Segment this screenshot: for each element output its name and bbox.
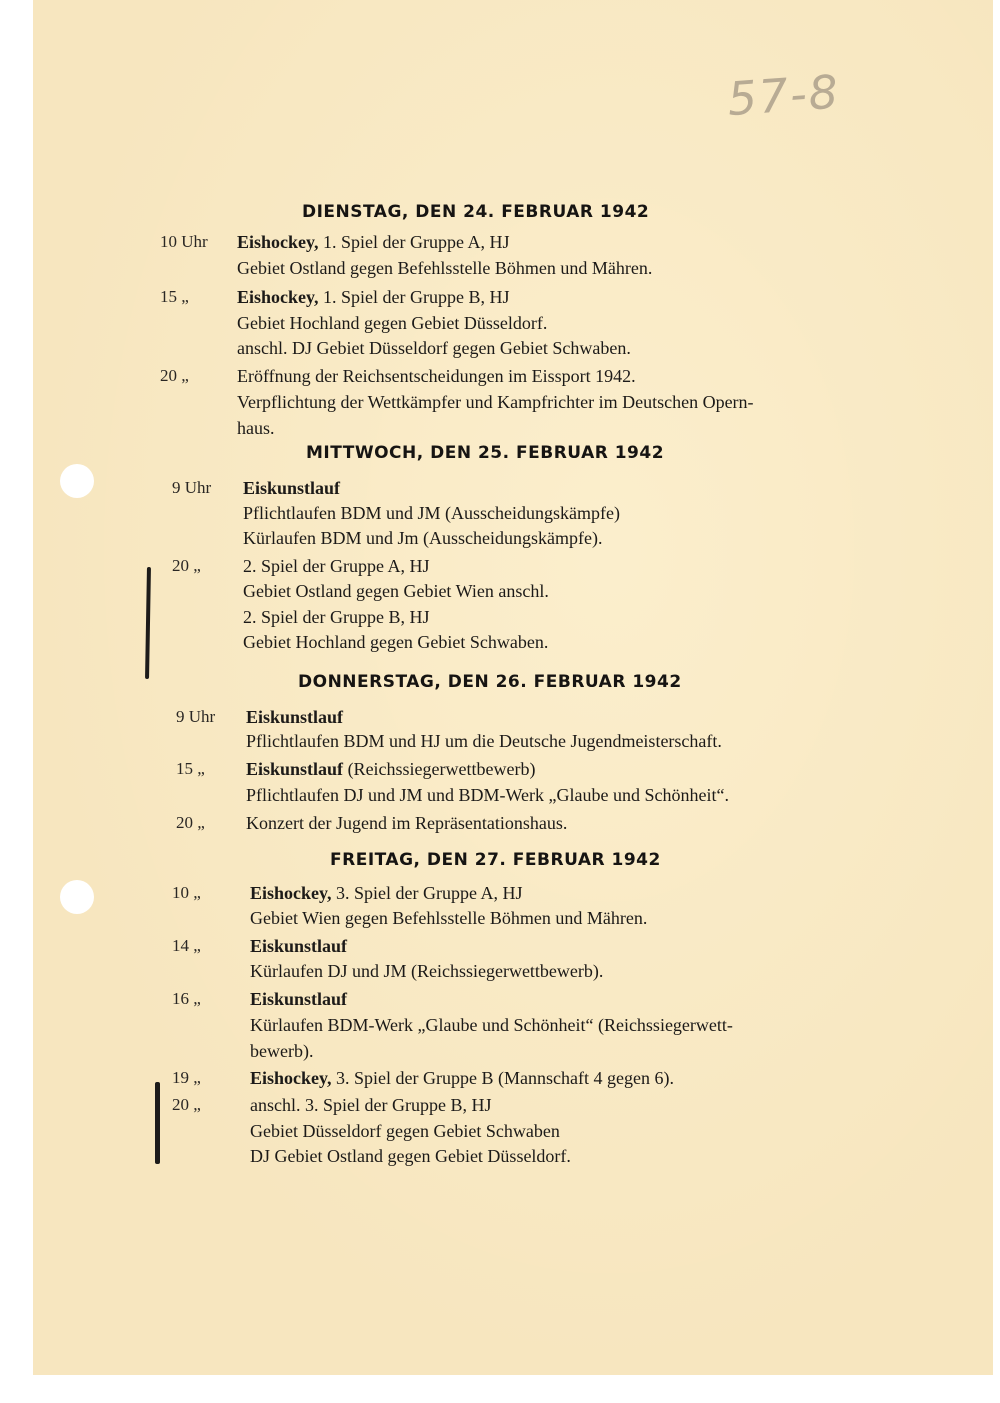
event-name: Eiskunstlauf bbox=[246, 759, 344, 779]
entry-time: 19 „ bbox=[172, 1068, 201, 1087]
event-detail: Konzert der Jugend im Repräsentationshaus. bbox=[246, 813, 568, 833]
entry-line bbox=[243, 581, 549, 602]
event-detail: 3. Spiel der Gruppe A, HJ bbox=[331, 883, 523, 903]
event-detail: Pflichtlaufen BDM und HJ um die Deutsche Jugendmeisterschaft. bbox=[246, 731, 722, 751]
entry-time: 9 Uhr bbox=[172, 478, 212, 497]
entry-time: 15 „ bbox=[176, 759, 205, 778]
entry-time: 20 „ bbox=[160, 366, 189, 385]
event-detail: DJ Gebiet Ostland gegen Gebiet Düsseldorf. bbox=[250, 1146, 571, 1166]
event-detail: Gebiet Ostland gegen Gebiet Wien anschl. bbox=[243, 581, 549, 601]
entry-line bbox=[246, 731, 722, 752]
entry-line bbox=[243, 632, 548, 653]
event-detail: anschl. DJ Gebiet Düsseldorf gegen Gebiet Schwaben. bbox=[237, 338, 631, 358]
event-detail: 2. Spiel der Gruppe B, HJ bbox=[243, 607, 430, 627]
entry-time: 20 „ bbox=[176, 813, 205, 832]
event-name: Eishockey, bbox=[237, 287, 319, 307]
event-detail: Gebiet Ostland gegen Befehlsstelle Böhmen und Mähren. bbox=[237, 258, 653, 278]
event-detail: Pflichtlaufen BDM und JM (Ausscheidungskämpfe) bbox=[243, 503, 620, 523]
day-heading-text: DONNERSTAG, DEN 26. FEBRUAR 1942 bbox=[298, 672, 682, 692]
event-detail: Gebiet Düsseldorf gegen Gebiet Schwaben bbox=[250, 1121, 560, 1141]
handwritten-folio-number: 57-8 bbox=[725, 64, 842, 127]
event-name: Eiskunstlauf bbox=[250, 936, 348, 956]
event-detail: bewerb). bbox=[250, 1041, 314, 1061]
entry-line bbox=[250, 989, 347, 1010]
event-name: Eiskunstlauf bbox=[246, 707, 344, 727]
event-detail: haus. bbox=[237, 418, 275, 438]
entry-line bbox=[237, 366, 636, 387]
event-detail: Verpflichtung der Wettkämpfer und Kampfrichter im Deutschen Opern- bbox=[237, 392, 754, 412]
event-detail: Kürlaufen BDM-Werk „Glaube und Schönheit“ (Reichssiegerwett- bbox=[250, 1015, 733, 1035]
event-detail: Gebiet Wien gegen Befehlsstelle Böhmen und Mähren. bbox=[250, 908, 648, 928]
entry-line bbox=[250, 1146, 571, 1167]
day-heading-text: FREITAG, DEN 27. FEBRUAR 1942 bbox=[330, 850, 661, 870]
entry-line bbox=[250, 961, 603, 982]
event-name: Eishockey, bbox=[250, 1068, 332, 1088]
entry-line bbox=[250, 936, 347, 957]
entry-time: 10 Uhr bbox=[160, 232, 208, 251]
entry-line bbox=[243, 528, 602, 549]
entry-line bbox=[246, 785, 729, 806]
day-heading-text: DIENSTAG, DEN 24. FEBRUAR 1942 bbox=[302, 202, 650, 222]
entry-line bbox=[243, 556, 429, 577]
entry-line bbox=[237, 418, 275, 439]
punch-hole-bottom bbox=[60, 880, 94, 914]
event-name: Eishockey, bbox=[237, 232, 319, 252]
entry-time: 20 „ bbox=[172, 1095, 201, 1114]
entry-line bbox=[250, 883, 523, 904]
entry-line bbox=[250, 1015, 733, 1036]
entry-line bbox=[237, 258, 652, 279]
event-detail: Eröffnung der Reichsentscheidungen im Eissport 1942. bbox=[237, 366, 636, 386]
event-detail: Gebiet Hochland gegen Gebiet Düsseldorf. bbox=[237, 313, 548, 333]
entry-line bbox=[250, 1121, 560, 1142]
event-detail: anschl. 3. Spiel der Gruppe B, HJ bbox=[250, 1095, 492, 1115]
entry-line bbox=[243, 607, 429, 628]
entry-time: 14 „ bbox=[172, 936, 201, 955]
event-name: Eiskunstlauf bbox=[250, 989, 348, 1009]
event-detail: 3. Spiel der Gruppe B (Mannschaft 4 gegen 6). bbox=[331, 1068, 674, 1088]
entry-line bbox=[237, 313, 547, 334]
day-heading-text: MITTWOCH, DEN 25. FEBRUAR 1942 bbox=[306, 443, 665, 463]
event-name: Eishockey, bbox=[250, 883, 332, 903]
entry-line bbox=[250, 1068, 674, 1089]
entry-line bbox=[246, 759, 535, 780]
event-detail: Gebiet Hochland gegen Gebiet Schwaben. bbox=[243, 632, 549, 652]
entry-line bbox=[237, 338, 631, 359]
entry-line bbox=[246, 707, 343, 728]
event-detail: Kürlaufen DJ und JM (Reichssiegerwettbewerb). bbox=[250, 961, 604, 981]
entry-line bbox=[237, 392, 754, 413]
event-name: Eiskunstlauf bbox=[243, 478, 341, 498]
entry-line bbox=[250, 1041, 313, 1062]
entry-time: 15 „ bbox=[160, 287, 189, 306]
entry-time: 20 „ bbox=[172, 556, 201, 575]
event-detail: (Reichssiegerwettbewerb) bbox=[343, 759, 536, 779]
entry-line bbox=[243, 503, 620, 524]
margin-marker-line bbox=[155, 1082, 160, 1164]
entry-time: 10 „ bbox=[172, 883, 201, 902]
event-detail: Kürlaufen BDM und Jm (Ausscheidungskämpfe). bbox=[243, 528, 603, 548]
entry-line bbox=[250, 908, 647, 929]
entry-time: 9 Uhr bbox=[176, 707, 216, 726]
event-detail: Pflichtlaufen DJ und JM und BDM-Werk „Glaube und Schönheit“. bbox=[246, 785, 729, 805]
entry-line bbox=[237, 232, 510, 253]
entry-line bbox=[237, 287, 510, 308]
punch-hole-top bbox=[60, 464, 94, 498]
entry-line bbox=[243, 478, 340, 499]
entry-time: 16 „ bbox=[172, 989, 201, 1008]
entry-line bbox=[250, 1095, 491, 1116]
event-detail: 2. Spiel der Gruppe A, HJ bbox=[243, 556, 430, 576]
event-detail: 1. Spiel der Gruppe B, HJ bbox=[318, 287, 510, 307]
event-detail: 1. Spiel der Gruppe A, HJ bbox=[318, 232, 510, 252]
entry-line bbox=[246, 813, 567, 834]
